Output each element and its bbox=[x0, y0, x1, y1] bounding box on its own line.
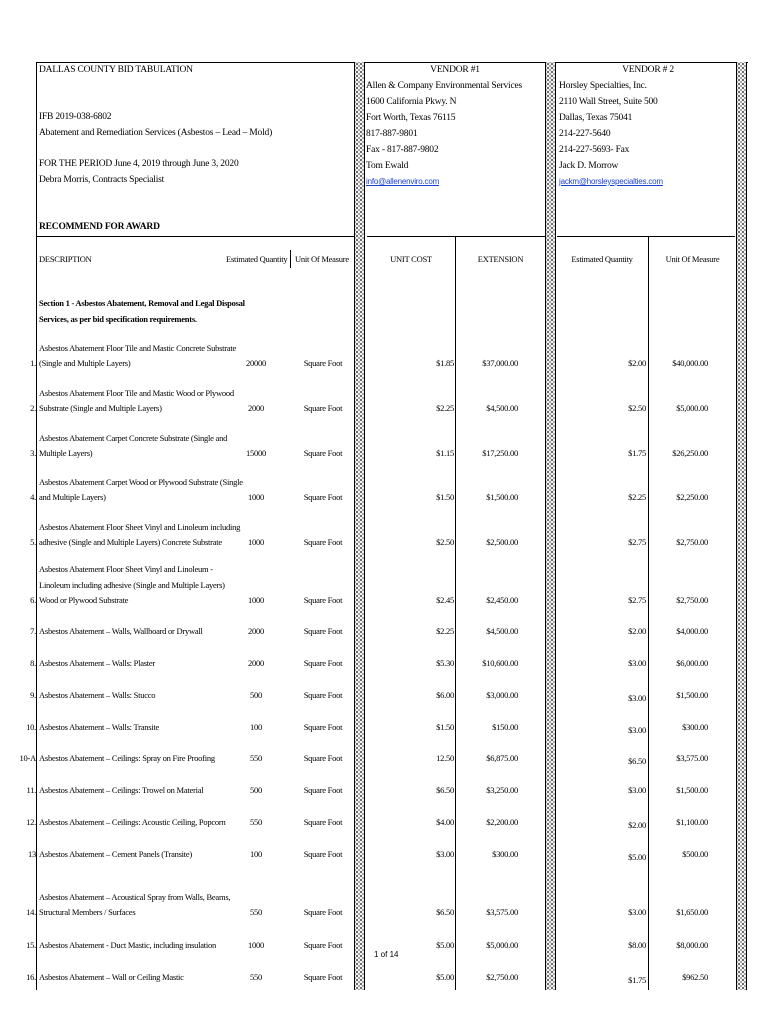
row-number: 6. bbox=[30, 595, 36, 605]
row-number: 13 bbox=[28, 849, 36, 859]
section-heading-line-1: Section 1 - Asbestos Abatement, Removal and Legal Disposal bbox=[39, 298, 245, 308]
row-v2-extension: $300.00 bbox=[682, 722, 708, 732]
hatch-divider-3 bbox=[736, 62, 747, 990]
header-divider-v1 bbox=[367, 236, 545, 237]
row-description-line: Wood or Plywood Substrate bbox=[39, 595, 129, 605]
row-v1-extension: $4,500.00 bbox=[486, 626, 518, 636]
section-heading-line-2: Services, as per bid specification requirements. bbox=[39, 314, 197, 324]
row-v2-extension: $2,750.00 bbox=[676, 595, 708, 605]
vendor-1-contact: Tom Ewald bbox=[366, 161, 409, 171]
row-number: 15. bbox=[26, 940, 36, 950]
row-v1-extension: $2,450.00 bbox=[486, 595, 518, 605]
row-v1-unit-cost: $1.85 bbox=[436, 358, 454, 368]
row-description-line: Asbestos Abatement – Ceilings: Trowel on Material bbox=[39, 785, 204, 795]
row-description-line: Linoleum including adhesive (Single and Multiple Layers) bbox=[39, 579, 225, 590]
row-description-line: Substrate (Single and Multiple Layers) bbox=[39, 403, 162, 413]
row-number: 10-A bbox=[19, 753, 36, 763]
row-description-line: Asbestos Abatement – Ceilings: Acoustic Ceiling, Popcorn bbox=[39, 817, 226, 827]
row-uom: Square Foot bbox=[303, 537, 343, 547]
row-v1-unit-cost: 12.50 bbox=[436, 753, 454, 763]
row-v1-unit-cost: $1.50 bbox=[436, 492, 454, 502]
row-description-line: Asbestos Abatement – Walls: Stucco bbox=[39, 690, 156, 700]
row-uom: Square Foot bbox=[303, 753, 343, 763]
row-v1-unit-cost: $3.00 bbox=[436, 849, 454, 859]
vendor-1-email-link[interactable]: info@allenenviro.com bbox=[366, 177, 440, 186]
row-v1-unit-cost: $6.50 bbox=[436, 907, 454, 917]
row-description-line: Multiple Layers) bbox=[39, 448, 93, 458]
row-v2-unit-cost: $2.75 bbox=[628, 595, 646, 605]
vendor-1-name: Allen & Company Environmental Services bbox=[366, 81, 522, 91]
vendor-2-contact: Jack D. Morrow bbox=[559, 161, 619, 171]
vendor-2-label: VENDOR # 2 bbox=[622, 65, 674, 75]
row-v1-extension: $4,500.00 bbox=[486, 403, 518, 413]
row-v1-extension: $150.00 bbox=[492, 722, 518, 732]
row-description-line: Asbestos Abatement – Ceilings: Spray on Fire Proofing bbox=[39, 753, 215, 763]
row-description-line: Asbestos Abatement Carpet Wood or Plywood Substrate (Single bbox=[39, 476, 243, 487]
row-uom: Square Foot bbox=[303, 448, 343, 458]
row-uom: Square Foot bbox=[303, 403, 343, 413]
row-number: 8. bbox=[30, 658, 36, 668]
row-v2-extension: $1,100.00 bbox=[676, 817, 708, 827]
row-est-qty: 15000 bbox=[246, 448, 266, 458]
row-description-line: adhesive (Single and Multiple Layers) Concrete Substrate bbox=[39, 537, 222, 547]
row-uom: Square Foot bbox=[303, 785, 343, 795]
row-est-qty: 550 bbox=[250, 817, 262, 827]
row-number: 7. bbox=[30, 626, 36, 636]
row-v2-extension: $500.00 bbox=[682, 849, 708, 859]
vendor-2-block bbox=[559, 62, 737, 190]
row-description-line: Asbestos Abatement Carpet Concrete Substrate (Single and bbox=[39, 432, 228, 443]
row-v2-extension: $3,575.00 bbox=[676, 753, 708, 763]
row-description-line: (Single and Multiple Layers) bbox=[39, 358, 131, 368]
row-uom: Square Foot bbox=[303, 940, 343, 950]
row-est-qty: 500 bbox=[250, 785, 262, 795]
row-est-qty: 20000 bbox=[246, 358, 266, 368]
row-v2-extension: $6,000.00 bbox=[676, 658, 708, 668]
row-description-line: Asbestos Abatement – Walls: Plaster bbox=[39, 658, 156, 668]
vendor-1-label: VENDOR #1 bbox=[430, 65, 480, 75]
row-v2-extension: $5,000.00 bbox=[676, 403, 708, 413]
row-v2-unit-cost: $3.00 bbox=[628, 725, 646, 735]
row-uom: Square Foot bbox=[303, 492, 343, 502]
row-v2-unit-cost: $3.00 bbox=[628, 907, 646, 917]
vendor-2-address: 2110 Wall Street, Suite 500 bbox=[559, 97, 658, 107]
row-v2-unit-cost: $2.00 bbox=[628, 358, 646, 368]
row-v1-extension: $3,250.00 bbox=[486, 785, 518, 795]
row-description-line: Asbestos Abatement – Wall or Ceiling Mastic bbox=[39, 972, 184, 982]
row-uom: Square Foot bbox=[303, 817, 343, 827]
row-uom: Square Foot bbox=[303, 849, 343, 859]
row-est-qty: 100 bbox=[250, 849, 262, 859]
row-description-line: Asbestos Abatement – Cement Panels (Transite) bbox=[39, 849, 192, 859]
vendor-1-address: 1600 California Pkwy. N bbox=[366, 97, 457, 107]
row-est-qty: 100 bbox=[250, 722, 262, 732]
row-uom: Square Foot bbox=[303, 907, 343, 917]
row-uom: Square Foot bbox=[303, 595, 343, 605]
row-v2-unit-cost: $2.00 bbox=[628, 626, 646, 636]
row-v2-unit-cost: $2.50 bbox=[628, 403, 646, 413]
row-est-qty: 500 bbox=[250, 690, 262, 700]
vendor-1-block bbox=[366, 62, 544, 190]
contact-text: Debra Morris, Contracts Specialist bbox=[39, 175, 165, 185]
row-description-line: and Multiple Layers) bbox=[39, 492, 106, 502]
row-v1-unit-cost: $6.50 bbox=[436, 785, 454, 795]
row-v1-extension: $300.00 bbox=[492, 849, 518, 859]
row-v1-extension: $2,500.00 bbox=[486, 537, 518, 547]
row-v1-unit-cost: $2.50 bbox=[436, 537, 454, 547]
header-divider-v2 bbox=[557, 236, 735, 237]
row-number: 1. bbox=[30, 358, 36, 368]
row-v1-extension: $3,575.00 bbox=[486, 907, 518, 917]
row-number: 10. bbox=[26, 722, 36, 732]
row-number: 9. bbox=[30, 690, 36, 700]
row-v2-extension: $4,000.00 bbox=[676, 626, 708, 636]
recommend-heading: RECOMMEND FOR AWARD bbox=[39, 222, 160, 232]
row-v2-extension: $2,750.00 bbox=[676, 537, 708, 547]
row-uom: Square Foot bbox=[303, 358, 343, 368]
row-uom: Square Foot bbox=[303, 626, 343, 636]
row-v1-unit-cost: $6.00 bbox=[436, 690, 454, 700]
row-est-qty: 1000 bbox=[248, 940, 264, 950]
row-description-line: Asbestos Abatement Floor Tile and Mastic Wood or Plywood bbox=[39, 387, 234, 398]
row-number: 5. bbox=[30, 537, 36, 547]
row-description-line: Asbestos Abatement Floor Sheet Vinyl and Linoleum - bbox=[39, 564, 213, 574]
col-description: DESCRIPTION bbox=[39, 254, 92, 264]
row-v1-unit-cost: $2.25 bbox=[436, 403, 454, 413]
row-v1-extension: $2,200.00 bbox=[486, 817, 518, 827]
row-v1-extension: $17,250.00 bbox=[482, 448, 518, 458]
row-v2-unit-cost: $2.25 bbox=[628, 492, 646, 502]
v1-column-separator bbox=[455, 236, 456, 990]
row-v1-extension: $2,750.00 bbox=[486, 972, 518, 982]
row-est-qty: 1000 bbox=[248, 492, 264, 502]
row-uom: Square Foot bbox=[303, 690, 343, 700]
row-v2-unit-cost: $6.50 bbox=[628, 756, 646, 766]
hatch-divider-2 bbox=[545, 62, 556, 990]
row-v2-unit-cost: $2.00 bbox=[628, 820, 646, 830]
column-separator bbox=[290, 250, 291, 268]
row-v1-unit-cost: $1.50 bbox=[436, 722, 454, 732]
row-v2-unit-cost: $1.75 bbox=[628, 975, 646, 985]
row-est-qty: 1000 bbox=[248, 537, 264, 547]
row-v2-unit-cost: $3.00 bbox=[628, 785, 646, 795]
row-v1-unit-cost: $5.00 bbox=[436, 940, 454, 950]
vendor-1-fax: Fax - 817-887-9802 bbox=[366, 145, 439, 155]
row-v2-extension: $2,250.00 bbox=[676, 492, 708, 502]
row-v1-extension: $3,000.00 bbox=[486, 690, 518, 700]
hatch-divider-1 bbox=[354, 62, 365, 990]
period-text: FOR THE PERIOD June 4, 2019 through June 3, 2020 bbox=[39, 159, 239, 169]
row-v2-extension: $1,500.00 bbox=[676, 785, 708, 795]
vendor-2-city: Dallas, Texas 75041 bbox=[559, 113, 633, 123]
col-uom: Unit Of Measure bbox=[295, 254, 349, 264]
col-unit-cost: UNIT COST bbox=[390, 254, 432, 264]
row-v1-unit-cost: $5.00 bbox=[436, 972, 454, 982]
row-v2-unit-cost: $2.75 bbox=[628, 537, 646, 547]
row-v2-extension: $962.50 bbox=[682, 972, 708, 982]
row-v1-unit-cost: $1.15 bbox=[436, 448, 454, 458]
scope-text: Abatement and Remediation Services (Asbestos – Lead – Mold) bbox=[39, 128, 273, 138]
row-uom: Square Foot bbox=[303, 722, 343, 732]
row-number: 11. bbox=[26, 785, 36, 795]
row-v1-unit-cost: $2.25 bbox=[436, 626, 454, 636]
row-v1-extension: $10,600.00 bbox=[482, 658, 518, 668]
row-description-line: Asbestos Abatement – Acoustical Spray from Walls, Beams, bbox=[39, 891, 231, 902]
row-est-qty: 2000 bbox=[248, 403, 264, 413]
row-v2-unit-cost: $8.00 bbox=[628, 940, 646, 950]
ifb-number: IFB 2019-038-6802 bbox=[39, 112, 112, 122]
row-description-line: Asbestos Abatement - Duct Mastic, including insulation bbox=[39, 940, 217, 950]
row-description-line: Asbestos Abatement Floor Sheet Vinyl and Linoleum including bbox=[39, 521, 241, 532]
row-est-qty: 550 bbox=[250, 753, 262, 763]
row-uom: Square Foot bbox=[303, 972, 343, 982]
row-number: 12. bbox=[26, 817, 36, 827]
row-number: 2. bbox=[30, 403, 36, 413]
vendor-1-phone: 817-887-9801 bbox=[366, 129, 418, 139]
row-v1-extension: $6,875.00 bbox=[486, 753, 518, 763]
row-est-qty: 2000 bbox=[248, 658, 264, 668]
col-v2-est-qty: Estimated Quantity bbox=[571, 254, 633, 264]
col-extension: EXTENSION bbox=[477, 254, 524, 264]
col-v2-uom: Unit Of Measure bbox=[665, 254, 720, 264]
row-v2-extension: $26,250.00 bbox=[672, 448, 708, 458]
row-uom: Square Foot bbox=[303, 658, 343, 668]
row-number: 14. bbox=[26, 907, 36, 917]
row-description-line: Asbestos Abatement – Walls: Transite bbox=[39, 722, 160, 732]
row-description-line: Structural Members / Surfaces bbox=[39, 907, 136, 917]
row-v2-extension: $40,000.00 bbox=[672, 358, 708, 368]
vendor-2-name: Horsley Specialties, Inc. bbox=[559, 81, 647, 91]
row-description-line: Asbestos Abatement – Walls, Wallboard or Drywall bbox=[39, 626, 203, 636]
row-v1-extension: $37,000.00 bbox=[482, 358, 518, 368]
header-divider bbox=[36, 236, 356, 237]
vendor-1-city: Fort Worth, Texas 76115 bbox=[366, 113, 456, 123]
vendor-2-fax: 214-227-5693- Fax bbox=[559, 145, 630, 155]
row-v2-unit-cost: $1.75 bbox=[628, 448, 646, 458]
row-v1-extension: $5,000.00 bbox=[486, 940, 518, 950]
row-v2-unit-cost: $3.00 bbox=[628, 658, 646, 668]
left-border bbox=[36, 62, 37, 990]
row-est-qty: 550 bbox=[250, 972, 262, 982]
row-description-line: Asbestos Abatement Floor Tile and Mastic Concrete Substrate bbox=[39, 342, 237, 353]
row-v2-unit-cost: $5.00 bbox=[628, 852, 646, 862]
row-v2-extension: $1,650.00 bbox=[676, 907, 708, 917]
row-number: 4. bbox=[30, 492, 36, 502]
vendor-2-phone: 214-227-5640 bbox=[559, 129, 611, 139]
row-v2-unit-cost: $3.00 bbox=[628, 693, 646, 703]
row-est-qty: 550 bbox=[250, 907, 262, 917]
row-v1-unit-cost: $2.45 bbox=[436, 595, 454, 605]
row-number: 16. bbox=[26, 972, 36, 982]
v2-column-separator bbox=[648, 236, 649, 990]
row-est-qty: 1000 bbox=[248, 595, 264, 605]
row-v1-extension: $1,500.00 bbox=[486, 492, 518, 502]
bid-title: DALLAS COUNTY BID TABULATION bbox=[39, 65, 193, 75]
col-est-qty: Estimated Quantity bbox=[226, 254, 288, 264]
vendor-2-email-link[interactable]: jackm@horsleyspecialties.com bbox=[559, 177, 663, 186]
row-v1-unit-cost: $5.30 bbox=[436, 658, 454, 668]
row-v1-unit-cost: $4.00 bbox=[436, 817, 454, 827]
row-number: 3. bbox=[30, 448, 36, 458]
row-v2-extension: $8,000.00 bbox=[676, 940, 708, 950]
row-v2-extension: $1,500.00 bbox=[676, 690, 708, 700]
page-number: 1 of 14 bbox=[374, 950, 399, 959]
row-est-qty: 2000 bbox=[248, 626, 264, 636]
